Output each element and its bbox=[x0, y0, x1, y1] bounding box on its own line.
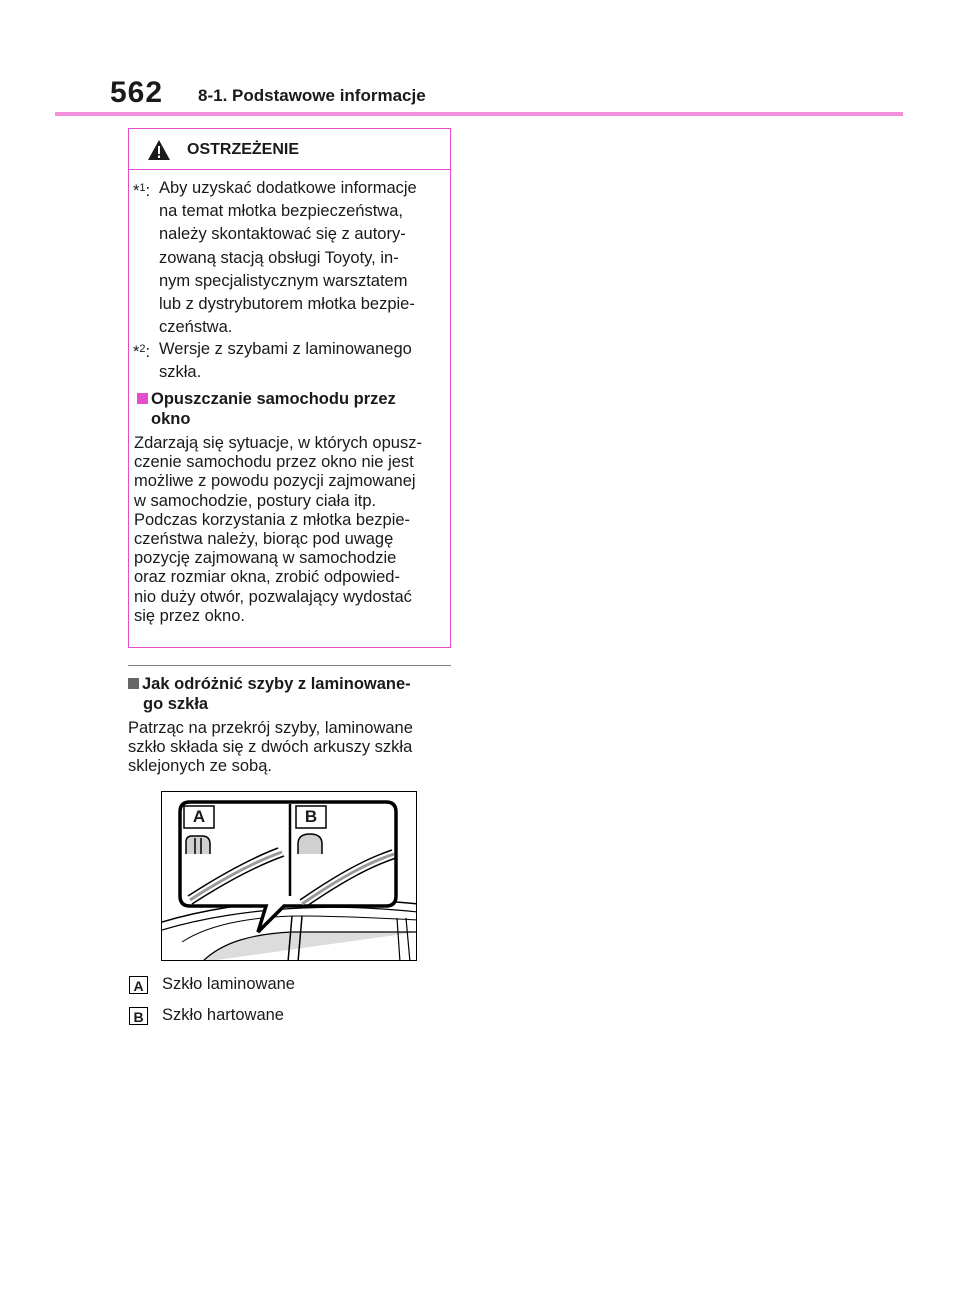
section-separator bbox=[128, 665, 451, 666]
section-heading-line: go szkła bbox=[143, 695, 209, 713]
paragraph-line: oraz rozmiar okna, zrobić odpowied- bbox=[134, 568, 400, 587]
section-paragraph bbox=[128, 719, 413, 777]
warning-header bbox=[129, 129, 450, 170]
footnote-1-text bbox=[159, 177, 445, 339]
footnote-1-line: zowaną stacją obsługi Toyoty, in- bbox=[159, 248, 399, 267]
header-rule bbox=[55, 112, 903, 116]
legend-item-a bbox=[129, 975, 295, 994]
glass-illustration bbox=[161, 791, 417, 961]
square-bullet-icon bbox=[137, 393, 148, 404]
paragraph-line: w samochodzie, postury ciała itp. bbox=[134, 491, 377, 510]
footnote-2-line: Wersje z szybami z laminowanego bbox=[159, 340, 412, 358]
footnote-2-text bbox=[159, 338, 445, 384]
paragraph-line: Patrząc na przekrój szyby, laminowane bbox=[128, 719, 413, 737]
figure-label-a: A bbox=[192, 807, 206, 826]
warning-title: OSTRZEŻENIE bbox=[187, 141, 300, 158]
figure-label-b: B bbox=[304, 807, 318, 826]
legend-label-a: Szkło laminowane bbox=[162, 975, 295, 993]
warning-icon bbox=[147, 139, 171, 161]
footnote-1-line: lub z dystrybutorem młotka bezpie- bbox=[159, 295, 415, 314]
warning-box bbox=[128, 128, 451, 648]
square-bullet-icon bbox=[128, 678, 139, 689]
paragraph-line: nio duży otwór, pozwalający wydostać bbox=[134, 587, 412, 606]
paragraph-line: czeństwa należy, biorąc pod uwagę bbox=[134, 530, 394, 549]
footnote-1-marker: *$^1$: bbox=[133, 182, 151, 200]
warning-paragraph bbox=[134, 434, 422, 626]
paragraph-line: pozycję zajmowaną w samochodzie bbox=[134, 549, 397, 568]
subheading-line: okno bbox=[151, 410, 191, 428]
footnote-1-line: należy skontaktować się z autory- bbox=[159, 225, 406, 244]
page-number: 562 bbox=[110, 76, 164, 109]
section-title: 8-1. Podstawowe informacje bbox=[198, 86, 426, 105]
footnote-2 bbox=[133, 338, 445, 384]
footnote-1-line: czeństwa. bbox=[159, 318, 233, 337]
section-heading bbox=[128, 674, 411, 714]
footnote-2-line: szkła. bbox=[159, 363, 202, 382]
footnote-1 bbox=[133, 177, 445, 339]
page-header bbox=[0, 0, 960, 120]
paragraph-line: Podczas korzystania z młotka bezpie- bbox=[134, 510, 411, 529]
paragraph-line: się przez okno. bbox=[134, 606, 245, 625]
footnote-2-marker: *$^2$: bbox=[133, 343, 151, 361]
legend-key-a: A bbox=[129, 976, 148, 994]
subheading-line: Opuszczanie samochodu przez bbox=[151, 390, 396, 408]
paragraph-line: szkło składa się z dwóch arkuszy szkła bbox=[128, 738, 413, 757]
section-heading-line: Jak odróżnić szyby z laminowane- bbox=[142, 675, 411, 693]
paragraph-line: możliwe z powodu pozycji zajmowanej bbox=[134, 472, 416, 491]
warning-subheading bbox=[137, 389, 396, 429]
paragraph-line: Zdarzają się sytuacje, w których opusz- bbox=[134, 434, 422, 452]
footnote-1-line: Aby uzyskać dodatkowe informacje bbox=[159, 179, 417, 197]
paragraph-line: sklejonych ze sobą. bbox=[128, 757, 272, 776]
legend-key-b: B bbox=[129, 1007, 148, 1025]
footnote-1-line: na temat młotka bezpieczeństwa, bbox=[159, 202, 403, 221]
footnote-1-line: nym specjalistycznym warsztatem bbox=[159, 271, 408, 290]
paragraph-line: czenie samochodu przez okno nie jest bbox=[134, 453, 414, 472]
legend-item-b bbox=[129, 1006, 284, 1025]
legend-label-b: Szkło hartowane bbox=[162, 1006, 284, 1024]
